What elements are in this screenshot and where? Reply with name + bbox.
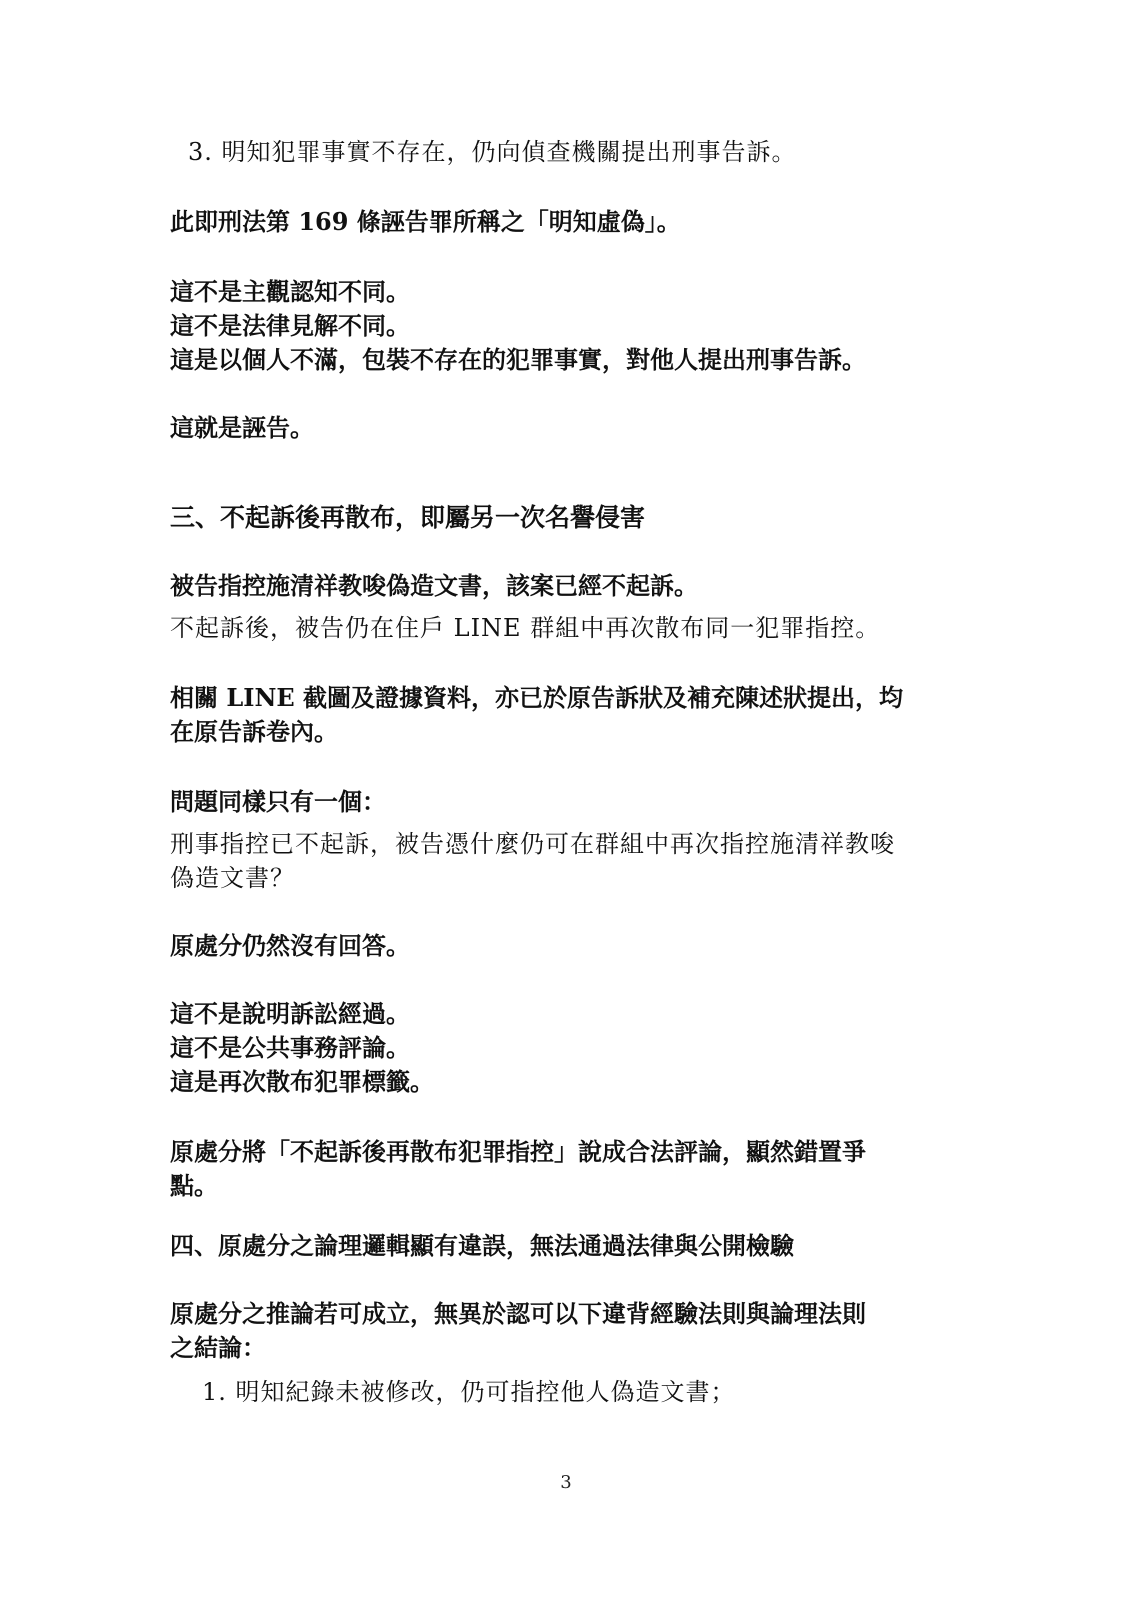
paragraph-line: 之結論： [170, 1333, 266, 1362]
section-heading-3: 三、不起訴後再散布，即屬另一次名譽侵害 [170, 503, 646, 532]
page-number: 3 [560, 1472, 572, 1493]
paragraph-line: 原處分仍然沒有回答。 [170, 931, 410, 960]
paragraph-line: 相關 LINE 截圖及證據資料，亦已於原告訴狀及補充陳述狀提出，均 [170, 683, 904, 712]
paragraph-line: 偽造文書？ [170, 864, 295, 892]
paragraph-line: 這就是誣告。 [170, 413, 314, 442]
paragraph-line: 這不是主觀認知不同。 [170, 277, 410, 306]
paragraph-line: 不起訴後，被告仍在住戶 LINE 群組中再次散布同一犯罪指控。 [170, 614, 881, 642]
paragraph-line: 這不是說明訴訟經過。 [170, 999, 410, 1028]
paragraph-line: 原處分將「不起訴後再散布犯罪指控」說成合法評論，顯然錯置爭 [170, 1137, 866, 1166]
paragraph-line: 這不是法律見解不同。 [170, 311, 410, 340]
paragraph-line: 在原告訴卷內。 [170, 717, 338, 746]
list-item-1: 1. 明知紀錄未被修改，仍可指控他人偽造文書； [202, 1378, 736, 1406]
paragraph-line: 這是再次散布犯罪標籤。 [170, 1067, 434, 1096]
paragraph-line: 這是以個人不滿，包裝不存在的犯罪事實，對他人提出刑事告訴。 [170, 345, 866, 374]
paragraph-line: 問題同樣只有一個： [170, 787, 386, 816]
paragraph-line: 原處分之推論若可成立，無異於認可以下違背經驗法則與論理法則 [170, 1299, 866, 1328]
paragraph-statute: 此即刑法第 169 條誣告罪所稱之「明知虛偽」。 [170, 207, 681, 236]
list-item-3: 3. 明知犯罪事實不存在，仍向偵查機關提出刑事告訴。 [188, 138, 797, 166]
paragraph-line: 點。 [170, 1171, 218, 1200]
paragraph-line: 這不是公共事務評論。 [170, 1033, 410, 1062]
section-heading-4: 四、原處分之論理邏輯顯有違誤，無法通過法律與公開檢驗 [170, 1231, 794, 1260]
paragraph-line: 刑事指控已不起訴，被告憑什麼仍可在群組中再次指控施清祥教唆 [170, 830, 895, 858]
paragraph-line: 被告指控施清祥教唆偽造文書，該案已經不起訴。 [170, 571, 698, 600]
